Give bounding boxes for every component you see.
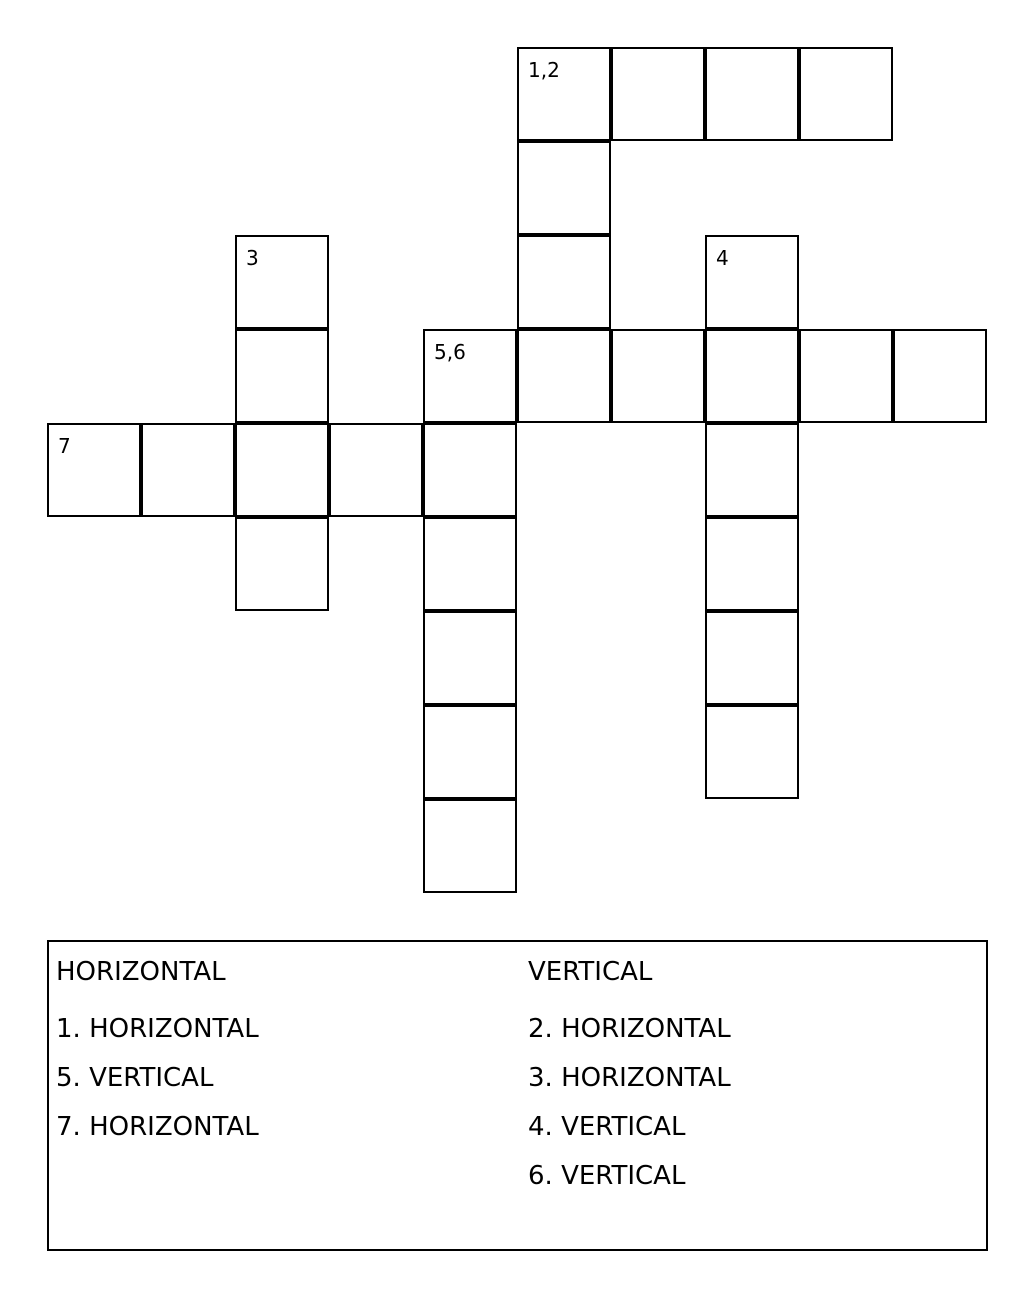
clue-panel <box>47 940 988 1251</box>
crossword-cell[interactable] <box>423 329 517 423</box>
crossword-cell[interactable] <box>705 235 799 329</box>
crossword-cell[interactable] <box>705 423 799 517</box>
clue-item: 6. VERTICAL <box>528 1161 686 1191</box>
crossword-cell[interactable] <box>235 235 329 329</box>
clue-number-label: 3 <box>246 246 259 270</box>
crossword-cell[interactable] <box>517 141 611 235</box>
crossword-cell[interactable] <box>329 423 423 517</box>
clue-number-label: 7 <box>58 434 71 458</box>
crossword-cell[interactable] <box>423 705 517 799</box>
crossword-cell[interactable] <box>517 235 611 329</box>
crossword-cell[interactable] <box>235 423 329 517</box>
clue-item: 4. VERTICAL <box>528 1112 686 1142</box>
crossword-cell[interactable] <box>705 705 799 799</box>
clue-item: 1. HORIZONTAL <box>56 1014 259 1044</box>
clue-number-label: 5,6 <box>434 340 466 364</box>
crossword-cell[interactable] <box>705 611 799 705</box>
crossword-cell[interactable] <box>705 517 799 611</box>
crossword-cell[interactable] <box>141 423 235 517</box>
crossword-cell[interactable] <box>893 329 987 423</box>
clue-heading-right: VERTICAL <box>528 957 653 987</box>
clue-column-right <box>528 956 731 1201</box>
clue-item: 7. HORIZONTAL <box>56 1112 259 1142</box>
crossword-cell[interactable] <box>517 329 611 423</box>
crossword-cell[interactable] <box>611 47 705 141</box>
crossword-cell[interactable] <box>423 423 517 517</box>
crossword-cell[interactable] <box>423 799 517 893</box>
crossword-cell[interactable] <box>705 329 799 423</box>
crossword-cell[interactable] <box>423 517 517 611</box>
crossword-cell[interactable] <box>235 329 329 423</box>
clue-heading-left: HORIZONTAL <box>56 957 226 987</box>
clue-item: 5. VERTICAL <box>56 1063 214 1093</box>
crossword-cell[interactable] <box>47 423 141 517</box>
crossword-cell[interactable] <box>799 47 893 141</box>
clue-number-label: 1,2 <box>528 58 560 82</box>
clue-item: 3. HORIZONTAL <box>528 1063 731 1093</box>
clue-column-left <box>56 956 259 1152</box>
crossword-cell[interactable] <box>799 329 893 423</box>
crossword-cell[interactable] <box>705 47 799 141</box>
crossword-cell[interactable] <box>611 329 705 423</box>
clue-number-label: 4 <box>716 246 729 270</box>
crossword-cell[interactable] <box>235 517 329 611</box>
clue-item: 2. HORIZONTAL <box>528 1014 731 1044</box>
crossword-cell[interactable] <box>517 47 611 141</box>
crossword-cell[interactable] <box>423 611 517 705</box>
